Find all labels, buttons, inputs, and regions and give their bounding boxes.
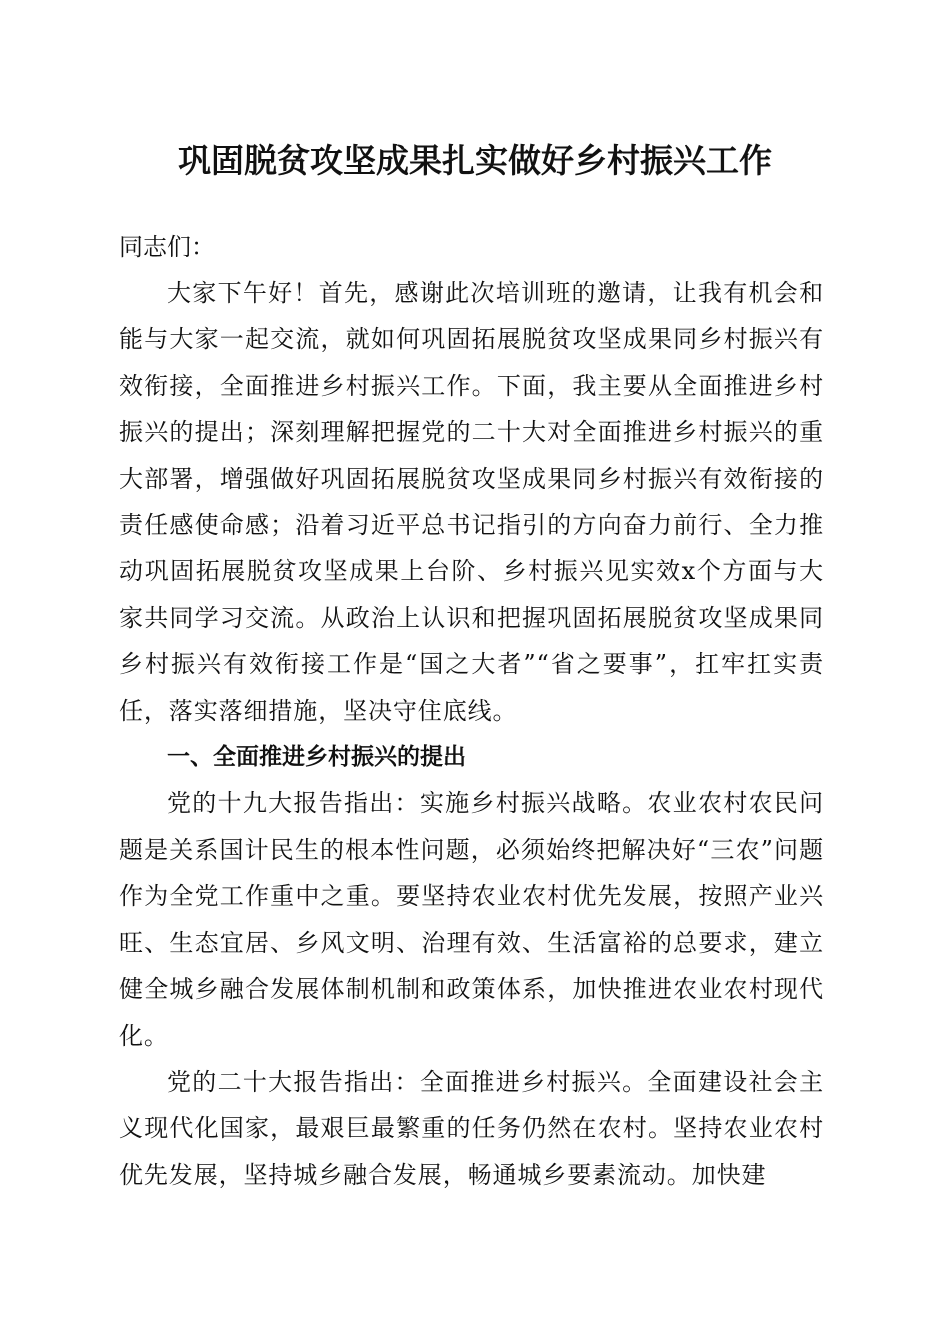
section-paragraph-2: 党的二十大报告指出：全面推进乡村振兴。全面建设社会主义现代化国家，最艰巨最繁重的任务仍然在农村。坚持农业农村优先发展，坚持城乡融合发展，畅通城乡要素流动。加快建 [119, 1067, 824, 1189]
document-body [119, 224, 824, 1198]
salutation: 同志们： [119, 233, 215, 261]
section-paragraph-1: 党的十九大报告指出：实施乡村振兴战略。农业农村农民问题是关系国计民生的根本性问题，必须始终把解决好“三农”问题作为全党工作重中之重。要坚持农业农村优先发展，按照产业兴旺、生态宜居、乡风文明、治理有效、生活富裕的总要求，建立健全城乡融合发展体制机制和政策体系，加快推进农业农村现代化。 [119, 789, 824, 1050]
document-title: 巩固脱贫攻坚成果扎实做好乡村振兴工作 [178, 141, 772, 180]
intro-paragraph: 大家下午好！首先，感谢此次培训班的邀请，让我有机会和能与大家一起交流，就如何巩固拓展脱贫攻坚成果同乡村振兴有效衔接，全面推进乡村振兴工作。下面，我主要从全面推进乡村振兴的提出；深刻理解把握党的二十大对全面推进乡村振兴的重大部署，增强做好巩固拓展脱贫攻坚成果同乡村振兴有效衔接的责任感使命感；沿着习近平总书记指引的方向奋力前行、全力推动巩固拓展脱贫攻坚成果上台阶、乡村振兴见实效x个方面与大家共同学习交流。从政治上认识和把握巩固拓展脱贫攻坚成果同乡村振兴有效衔接工作是“国之大者”“省之要事”，扛牢扛实责任，落实落细措施，坚决守住底线。 [119, 279, 824, 725]
section-heading: 一、全面推进乡村振兴的提出 [167, 744, 466, 771]
